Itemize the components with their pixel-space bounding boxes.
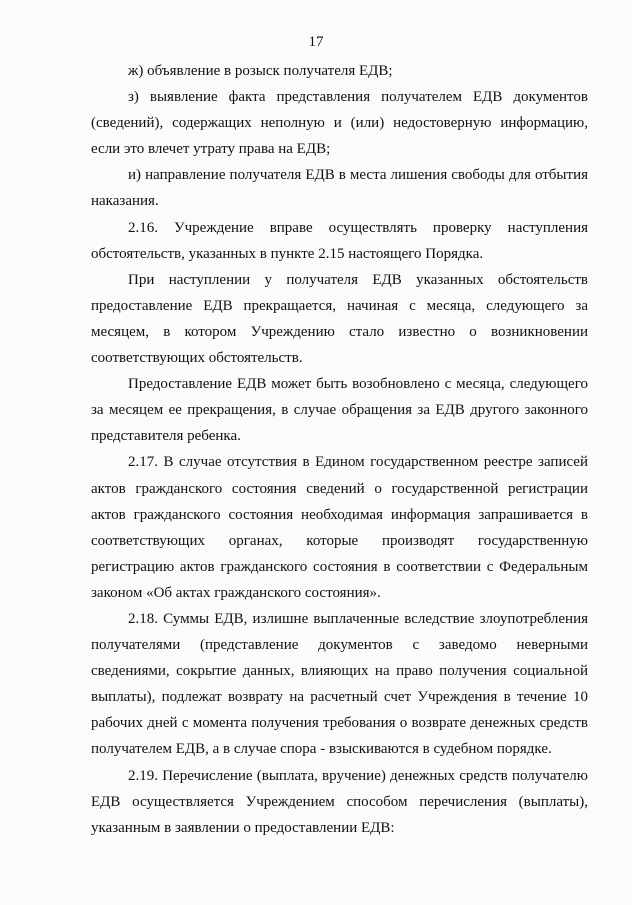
document-body	[91, 58, 588, 841]
paragraph-2-16: 2.16. Учреждение вправе осуществлять проверку наступления обстоятельств, указанных в пункте 2.15 настоящего Порядка.	[91, 219, 588, 262]
paragraph-2-17: 2.17. В случае отсутствия в Едином государственном реестре записей актов гражданского состояния сведений о государственной регистрации актов гражданского состояния необходимая информация запрашивается в соответствующих органах, которые производят государственную регистрацию актов гражданского состояния в соответствии с Федеральным законом «Об актах гражданского состояния».	[91, 454, 588, 601]
paragraph-item-z: з) выявление факта представления получателем ЕДВ документов (сведений), содержащих неполную и (или) недостоверную информацию, если это влечет утрату права на ЕДВ;	[91, 89, 588, 158]
paragraph-2-16-resumption: Предоставление ЕДВ может быть возобновлено с месяца, следующего за месяцем ее прекращения, в случае обращения за ЕДВ другого законного представителя ребенка.	[91, 376, 588, 445]
paragraph-2-19: 2.19. Перечисление (выплата, вручение) денежных средств получателю ЕДВ осуществляется Учреждением способом перечисления (выплаты), указанным в заявлении о предоставлении ЕДВ:	[91, 767, 588, 836]
paragraph-2-18: 2.18. Суммы ЕДВ, излишне выплаченные вследствие злоупотребления получателями (представление документов с заведомо неверными сведениями, сокрытие данных, влияющих на право получения социальной выплаты), подлежат возврату на расчетный счет Учреждения в течение 10 рабочих дней с момента получения требования о возврате денежных средств получателем ЕДВ, а в случае спора - взыскиваются в судебном порядке.	[91, 610, 588, 758]
paragraph-2-16-termination: При наступлении у получателя ЕДВ указанных обстоятельств предоставление ЕДВ прекращается, начиная с месяца, следующего за месяцем, в котором Учреждению стало известно о возникновении соответствующих обстоятельств.	[91, 271, 588, 367]
page-number: 17	[308, 34, 324, 50]
paragraph-item-zh: ж) объявление в розыск получателя ЕДВ;	[128, 63, 393, 79]
paragraph-item-i: и) направление получателя ЕДВ в места лишения свободы для отбытия наказания.	[91, 167, 588, 210]
